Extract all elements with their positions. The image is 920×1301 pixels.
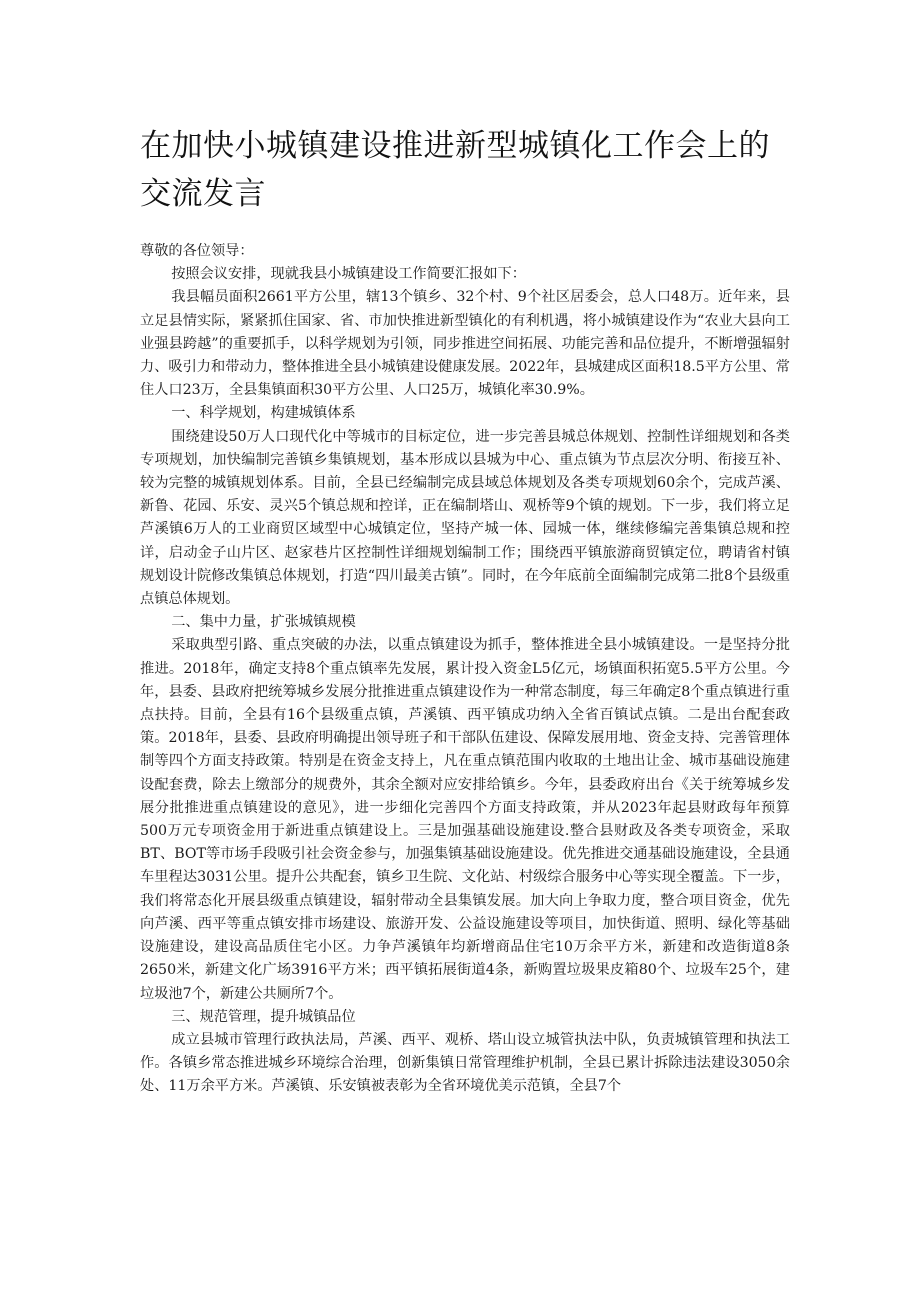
document-title: 在加快小城镇建设推进新型城镇化工作会上的交流发言 <box>140 128 770 212</box>
overview-paragraph: 我县幅员面积2661平方公里，辖13个镇乡、32个村、9个社区居委会，总人口48万。近年来，县立足县情实际，紧紧抓住国家、省、市加快推进新型镇化的有利机遇，将小城镇建设作为“农业大县向工业强县跨越”的重要抓手，以科学规划为引领，同步推进空间拓展、功能完善和品位提升，不断增强辐射力、吸引力和带动力，整体推进全县小城镇建设健康发展。2022年，县城建成区面积18.5平方公里、常住人口23万，全县集镇面积30平方公里、人口25万，城镇化率30.9%。 <box>140 289 790 399</box>
section-heading-planning: 一、科学规划，构建城镇体系 <box>171 405 356 422</box>
salutation: 尊敬的各位领导： <box>140 243 254 259</box>
document-page <box>140 122 790 1099</box>
section-heading-management: 三、规范管理，提升城镇品位 <box>171 1008 356 1025</box>
expansion-paragraph: 采取典型引路、重点突破的办法，以重点镇建设为抓手，整体推进全县小城镇建设。一是坚持分批推进。2018年，确定支持8个重点镇率先发展，累计投入资金L5亿元，场镇面积拓宽5.5平方公里。今年，县委、县政府把统筹城乡发展分批推进重点镇建设作为一种常态制度，每三年确定8个重点镇进行重点扶持。目前，全县有16个县级重点镇，芦溪镇、西平镇成功纳入全省百镇试点镇。二是出台配套政策。2018年，县委、县政府明确提出领导班子和干部队伍建设、保障发展用地、资金支持、完善管理体制等四个方面支持政策。特别是在资金支持上，凡在重点镇范围内收取的土地出让金、城市基础设施建设配套费，除去上缴部分的规费外，其余全额对应安排给镇乡。今年，县委政府出台《关于统筹城乡发展分批推进重点镇建设的意见》，进一步细化完善四个方面支持政策，并从2023年起县财政每年预算500万元专项资金用于新进重点镇建设上。三是加强基础设施建设.整合县财政及各类专项资金，采取BT、BOT等市场手段吸引社会资金参与，加强集镇基础设施建设。优先推进交通基础设施建设，全县通车里程达3031公里。提升公共配套，镇乡卫生院、文化站、村级综合服务中心等实现全覆盖。下一步，我们将常态化开展县级重点镇建设，辐射带动全县集镇发展。加大向上争取力度，整合项目资金，优先向芦溪、西平等重点镇安排市场建设、旅游开发、公益设施建设等项目，加快街道、照明、绿化等基础设施建设，建设高品质住宅小区。力争芦溪镇年均新增商品住宅10万余平方米，新建和改造街道8条2650米，新建文化广场3916平方米；西平镇拓展街道4条，新购置垃圾果皮箱80个、垃圾车25个，建垃圾池7个，新建公共厕所7个。 <box>140 637 790 1002</box>
intro-paragraph: 按照会议安排，现就我县小城镇建设工作简要汇报如下： <box>171 266 526 283</box>
planning-paragraph: 围绕建设50万人口现代化中等城市的目标定位，进一步完善县城总体规划、控制性详细规划和各类专项规划，加快编制完善镇乡集镇规划，基本形成以县城为中心、重点镇为节点层次分明、衔接互补、较为完整的城镇规划体系。目前，全县已经编制完成县域总体规划及各类专项规划60余个，完成芦溪、新鲁、花园、乐安、灵兴5个镇总规和控详，正在编制塔山、观桥等9个镇的规划。下一步，我们将立足芦溪镇6万人的工业商贸区域型中心城镇定位，坚持产城一体、园城一体，继续修编完善集镇总规和控详，启动金子山片区、赵家巷片区控制性详细规划编制工作；围绕西平镇旅游商贸镇定位，聘请省村镇规划设计院修改集镇总体规划，打造“四川最美古镇”。同时，在今年底前全面编制完成第二批8个县级重点镇总体规划。 <box>140 428 790 608</box>
section-heading-expansion: 二、集中力量，扩张城镇规模 <box>171 614 356 631</box>
management-paragraph: 成立县城市管理行政执法局，芦溪、西平、观桥、塔山设立城管执法中队，负责城镇管理和执法工作。各镇乡常态推进城乡环境综合治理，创新集镇日常管理维护机制，全县已累计拆除违法建设3050余处、11万余平方米。芦溪镇、乐安镇被表彰为全省环境优美示范镇，全县7个 <box>140 1031 790 1095</box>
